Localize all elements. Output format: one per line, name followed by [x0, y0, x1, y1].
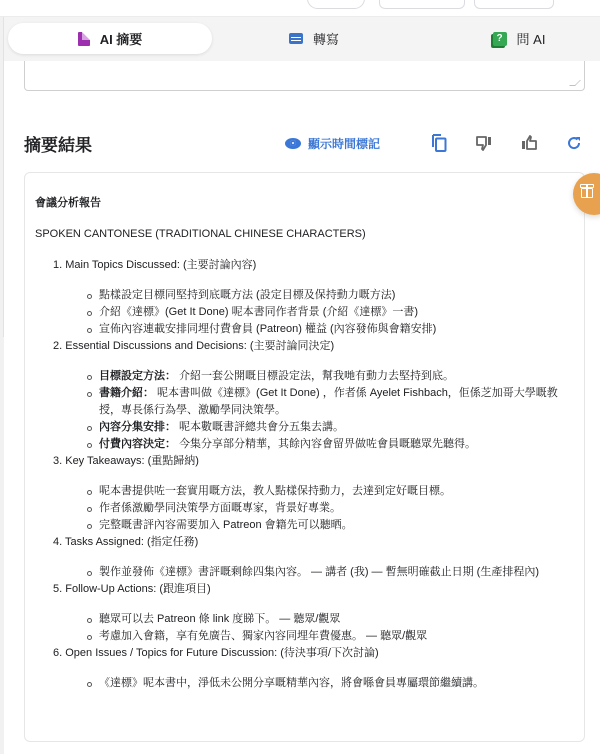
section-label: 3. Key Takeaways: (重點歸納) [53, 455, 199, 467]
top-bar [0, 0, 600, 17]
tab-bar [4, 17, 600, 61]
list-item: 宣佈內容連載安排同埋付費會員 (Patreon) 權益 (內容發佈與會籍安排) [87, 321, 584, 338]
thumbs-down-icon [475, 134, 493, 152]
result-actions [285, 133, 584, 153]
report-title: 會議分析報告 [35, 197, 101, 209]
list-item: 內容分集安排： 呢本數嘅書評總共會分五集去講。 [87, 419, 584, 436]
list-item: 呢本書提供咗一套實用嘅方法，教人點樣保持動力，去達到定好嘅目標。 [87, 483, 584, 500]
tab-ai-summary[interactable] [8, 23, 212, 54]
list-item: 製作並發佈《達標》書評嘅剩餘四集內容。 — 講者 (我) — 暫無明確截止日期 (生產排程內) [87, 564, 584, 581]
tab-label: AI 摘要 [99, 32, 143, 47]
refresh-icon [566, 135, 582, 151]
section-label: 1. Main Topics Discussed: (主要討論內容) [53, 259, 257, 271]
top-bar-button[interactable] [379, 0, 465, 9]
language-line: SPOKEN CANTONESE (TRADITIONAL CHINESE CHARACTERS) [35, 228, 366, 240]
section-label: 4. Tasks Assigned: (指定任務) [53, 536, 199, 548]
thumbs-down-button[interactable] [474, 133, 494, 153]
list-item: 《達標》呢本書中，淨低未公開分享嘅精華內容，將會喺會員專屬環節繼續講。 [87, 675, 584, 692]
report-section [53, 257, 584, 338]
top-bar-button[interactable] [474, 0, 554, 9]
list-item: 介紹《達標》(Get It Done) 呢本書同作者背景 (介紹《達標》一書) [87, 304, 584, 321]
show-timestamps-label: 顯示時間標記 [307, 136, 380, 151]
subtitles-icon [289, 33, 303, 44]
list-item: 完整嘅書評內容需要加入 Patreon 會籍先可以聽晒。 [87, 517, 584, 534]
resize-handle-icon[interactable] [569, 80, 581, 86]
list-item: 書籍介紹： 呢本書叫做《達標》(Get It Done) ，作者係 Ayelet Fishbach，佢係芝加哥大學嘅教授，專長係行為學、激勵學同決策學。 [87, 385, 584, 419]
report-section [53, 453, 584, 534]
tab-ask-ai[interactable] [459, 23, 579, 54]
summary-card [24, 172, 585, 742]
list-item: 目標設定方法： 介紹一套公開嘅目標設定法，幫我哋有動力去堅持到底。 [87, 368, 584, 385]
thumbs-up-button[interactable] [519, 133, 539, 153]
list-item: 點樣設定目標同堅持到底嘅方法 (設定目標及保持動力嘅方法) [87, 287, 584, 304]
prompt-textarea[interactable] [24, 61, 585, 91]
copy-icon [431, 134, 447, 152]
section-points [87, 483, 584, 534]
gift-icon-ribbon [586, 184, 588, 198]
list-item: 作者係激勵學同決策學方面嘅專家，背景好專業。 [87, 500, 584, 517]
section-points [87, 564, 584, 581]
eye-icon [285, 138, 301, 149]
section-points [87, 368, 584, 453]
report-section [53, 645, 584, 692]
show-timestamps-button[interactable] [285, 135, 380, 152]
tab-label: 轉寫 [312, 32, 339, 47]
list-item: 聽眾可以去 Patreon 條 link 度睇下。 — 聽眾/觀眾 [87, 611, 584, 628]
section-label: 5. Follow-Up Actions: (跟進項目) [53, 583, 211, 595]
thumbs-up-icon [520, 134, 538, 152]
section-points [87, 287, 584, 338]
section-label: 6. Open Issues / Topics for Future Discussion: (待決事項/下次討論) [53, 647, 379, 659]
section-points [87, 675, 584, 692]
ask-ai-icon: ? [493, 32, 507, 46]
report-sections [53, 257, 584, 692]
copy-button[interactable] [429, 133, 449, 153]
top-bar-button[interactable] [307, 0, 365, 9]
tab-label: 問 AI [516, 32, 546, 47]
section-points [87, 611, 584, 645]
summary-doc-icon [78, 32, 90, 46]
report-section [53, 581, 584, 645]
list-item: 付費內容決定： 今集分享部分精華，其餘內容會留畀做咗會員嘅聽眾先聽得。 [87, 436, 584, 453]
result-title: 摘要結果 [24, 135, 92, 155]
tab-transcript[interactable] [254, 23, 374, 54]
left-divider [3, 17, 4, 337]
report-section [53, 338, 584, 453]
result-header [24, 128, 584, 158]
list-item: 考慮加入會籍，享有免廣告、獨家內容同埋年費優惠。 — 聽眾/觀眾 [87, 628, 584, 645]
regenerate-button[interactable] [564, 133, 584, 153]
section-label: 2. Essential Discussions and Decisions: (主要討論同決定) [53, 340, 335, 352]
report-section [53, 534, 584, 581]
